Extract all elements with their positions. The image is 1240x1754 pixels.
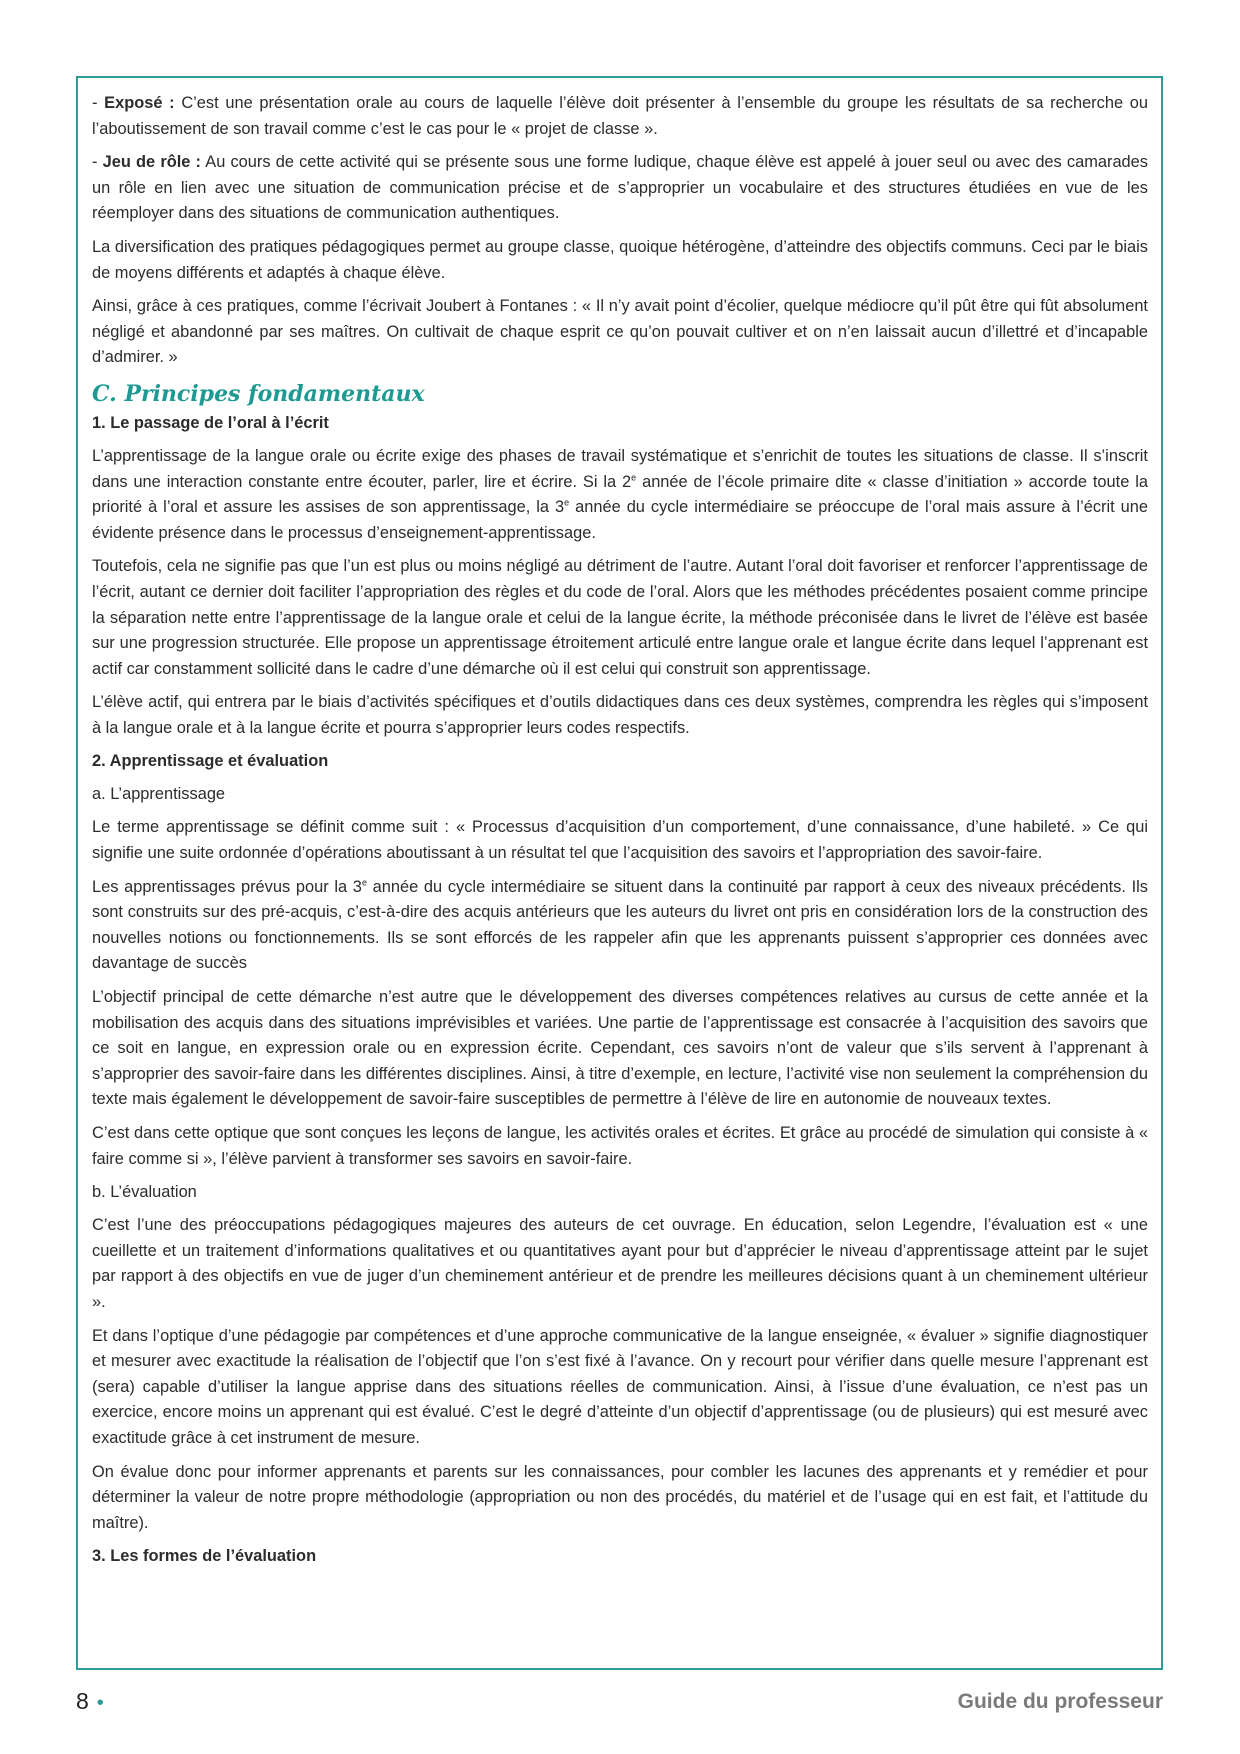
paragraph-expose: - Exposé : C’est une présentation orale au cours de laquelle l’élève doit présenter à l’ensemble du groupe les résultats de sa recherche ou l’aboutissement de son travail comme c’est le cas pour le « projet de classe ». [92, 94, 1148, 138]
paragraph-jeu-de-role: - Jeu de rôle : Au cours de cette activité qui se présente sous une forme ludique, chaque élève est appelé à jouer seul ou avec des camarades un rôle en lien avec une situation de communication précise et de s’approprier un vocabulaire et des structures étudiées en vue de les réemployer dans des situations de communication authentiques. [92, 153, 1148, 223]
paragraph-apprentissage-3: L’objectif principal de cette démarche n’est autre que le développement des diverses compétences relatives au cursus de cette année et la mobilisation des acquis dans des situations imprévisibles et variées. Une partie de l’apprentissage est consacrée à l’acquisition des savoirs que ce soit en langue, en expression orale ou en expression écrite. Cependant, ces savoirs n’ont de valeur que s’ils servent à l’apprenant à s’approprier des savoir-faire dans les différentes disciplines. Ainsi, à titre d’exemple, en lecture, l’activité vise non seulement la compréhension du texte mais également le développement de savoir-faire susceptibles de permettre à l’élève de lire en autonomie de nouveaux textes. [92, 988, 1148, 1109]
paragraph-evaluation-1: C’est l’une des préoccupations pédagogiques majeures des auteurs de cet ouvrage. En éducation, selon Legendre, l’évaluation est « une cueillette et un traitement d’informations qualitatives et ou quantitatives ayant pour but d’apprécier le niveau d’apprentissage atteint par le sujet par rapport à des objectifs en vue de juger d’un cheminement antérieur et de prendre les meilleures décisions quant à un cheminement ultérieur ». [92, 1216, 1148, 1311]
paragraph-apprentissage-4: C’est dans cette optique que sont conçues les leçons de langue, les activités orales et écrites. Et grâce au procédé de simulation qui consiste à « faire comme si », l’élève parvient à transformer ses savoirs en savoir-faire. [92, 1124, 1148, 1168]
heading-formes-evaluation: 3. Les formes de l’évaluation [92, 1547, 317, 1566]
paragraph-oral-ecrit-3: L’élève actif, qui entrera par le biais d’activités spécifiques et d’outils didactiques dans ces deux systèmes, comprendra les règles qui s’imposent à la langue orale et à la langue écrite et pourra s’approprier leurs codes respectifs. [92, 693, 1148, 737]
heading-evaluation: b. L’évaluation [92, 1183, 197, 1202]
section-title-principes: C. Principes fondamentaux [92, 380, 425, 407]
paragraph-joubert-quote: Ainsi, grâce à ces pratiques, comme l’écrivait Joubert à Fontanes : « Il n’y avait point d’écolier, quelque médiocre qu’il pût être qui fût absolument négligé et abandonné par ses maîtres. On cultivait de chaque esprit ce qu’on pouvait cultiver et on n’en laissait aucun d’illettré et d’incapable d’admirer. » [92, 297, 1148, 367]
paragraph-oral-ecrit-2: Toutefois, cela ne signifie pas que l’un est plus ou moins négligé au détriment de l’autre. Autant l’oral doit favoriser et renforcer l’apprentissage de l’écrit, autant ce dernier doit faciliter l’appropriation des règles et du code de l’oral. Alors que les méthodes précédentes posaient comme principe la séparation nette entre l’apprentissage de la langue orale et celui de la langue écrite, la méthode préconisée dans le livret de l’élève est basée sur une progression structurée. Elle propose un apprentissage étroitement articulé entre langue orale et langue écrite dans lequel l’apprenant est actif car constamment sollicité dans le cadre d’une démarche où il est celui qui construit son apprentissage. [92, 557, 1148, 678]
page-content [92, 91, 1148, 1577]
term-jeu-de-role: Jeu de rôle : [102, 153, 201, 172]
term-expose: Exposé : [104, 94, 175, 112]
heading-oral-ecrit: 1. Le passage de l’oral à l’écrit [92, 413, 329, 432]
paragraph-diversification: La diversification des pratiques pédagogiques permet au groupe classe, quoique hétérogène, d’atteindre des objectifs communs. Ceci par le biais de moyens différents et adaptés à chaque élève. [92, 237, 1148, 282]
paragraph-evaluation-3: On évalue donc pour informer apprenants et parents sur les connaissances, pour combler les lacunes des apprenants et y remédier et pour déterminer la valeur de notre propre méthodologie (appropriation ou non des procédés, du matériel et de l’usage qui en est fait, et l’attitude du maître). [92, 1462, 1148, 1532]
book-title: Guide du professeur [957, 1690, 1163, 1713]
page-number: 8 • [76, 1688, 104, 1714]
bullet-dot-icon: • [96, 1692, 104, 1714]
paragraph-oral-ecrit-1: L’apprentissage de la langue orale ou écrite exige des phases de travail systématique et s’enrichit de toutes les situations de classe. Il s’inscrit dans une interaction constante entre écouter, parler, lire et écrire. Si la 2e année de l’école primaire dite « classe d’initiation » accorde toute la priorité à l’oral et assure les assises de son apprentissage, la 3e année du cycle intermédiaire se préoccupe de l’oral mais assure à l’écrit une évidente présence dans le processus d’enseignement-apprentissage. [92, 446, 1148, 542]
heading-apprentissage-evaluation: 2. Apprentissage et évaluation [92, 752, 329, 771]
paragraph-apprentissage-1: Le terme apprentissage se définit comme suit : « Processus d’acquisition d’un comportement, d’une connaissance, d’une habileté. » Ce qui signifie une suite ordonnée d’opérations aboutissant à un résultat tel que l’acquisition des savoirs et l’appropriation des savoir-faire. [92, 818, 1148, 863]
paragraph-apprentissage-2: Les apprentissages prévus pour la 3e année du cycle intermédiaire se situent dans la continuité par rapport à ceux des niveaux précédents. Ils sont construits sur des pré-acquis, c’est-à-dire des acquis antérieurs que les auteurs du livret ont pris en considération lors de la construction des nouvelles notions ou fonctionnements. Ils se sont efforcés de les rappeler afin que les apprenants puissent s’approprier ces données avec davantage de succès [92, 877, 1148, 973]
heading-apprentissage: a. L’apprentissage [92, 785, 226, 804]
paragraph-evaluation-2: Et dans l’optique d’une pédagogie par compétences et d’une approche communicative de la langue enseignée, « évaluer » signifie diagnostiquer et mesurer avec exactitude la réalisation de l’objectif que l’on s’est fixé à l’avance. On y recourt pour vérifier dans quelle mesure l’apprenant est (sera) capable d’utiliser la langue apprise dans des situations réelles de communication. Ainsi, à l’issue d’une évaluation, ce n’est pas un exercice, encore moins un apprenant qui est évalué. C’est le degré d’atteinte d’un objectif d’apprentissage (ou de plusieurs) qui est mesuré avec exactitude grâce à cet instrument de mesure. [92, 1326, 1148, 1447]
